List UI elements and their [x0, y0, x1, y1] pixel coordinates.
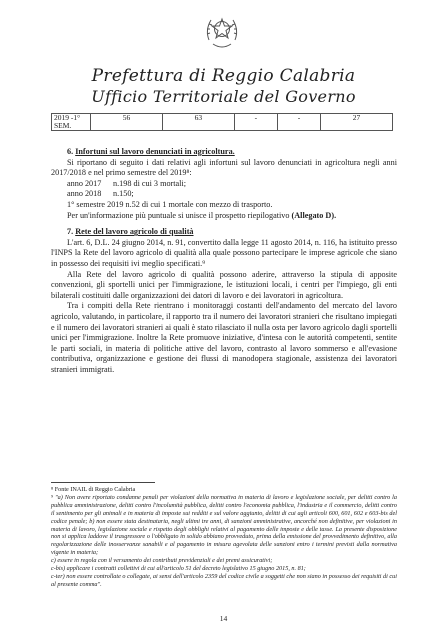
- prefecture-header: Prefettura di Reggio Calabria: [91, 66, 356, 86]
- footnote: ⁸ Fonte INAIL di Reggio Calabria: [51, 486, 136, 493]
- table-cell: -: [234, 114, 277, 131]
- table-cell: 63: [162, 114, 234, 131]
- table-cell: -: [277, 114, 320, 131]
- footnote: c-ter) non essere controllate o collegate, ai sensi dell'articolo 2359 del codice civile a soggetti che non siano in possesso dei requisiti di cui al presente comma".: [51, 572, 397, 588]
- document-body: [51, 147, 397, 375]
- table-cell: 56: [91, 114, 163, 131]
- italian-republic-emblem-icon: [203, 12, 241, 52]
- footnote-divider: [51, 482, 155, 483]
- list-item: anno 2018 n.150;: [67, 189, 134, 199]
- footnote: ⁹ "a) Non avere riportato condanne penali per violazioni della normativa in materia di lavoro e legislazione sociale, per delitti contro la pubblica amministrazione, delitti contro l'incolumità pubblica, delitti contro l'economia pubblica, l'industria e il commercio, delitti contro il sentimento per gli animali e in materia di imposte sui redditi e sul valore aggiunto, delitti di cui agli articoli 600, 601, 602 e 603-bis del codice penale; b) non essere stata destinataria, negli ultimi tre anni, di sanzioni amministrative, ancorché non definitive, per violazioni in materia di lavoro, legislazione sociale e rispetto degli obblighi relativi al pagamento delle imposte e delle tasse. La presente disposizione non si applica laddove il trasgressore o l'obbligato in solido abbiano provveduto, prima della emissione del provvedimento definitivo, alla regolarizzazione delle inosservanze sanabili e al pagamento in misura agevolata delle sanzioni entro i termini previsti dalla normativa vigente in materia;: [51, 493, 397, 557]
- section-7-title: Rete del lavoro agricolo di qualità: [75, 227, 194, 237]
- paragraph: L'art. 6, D.L. 24 giugno 2014, n. 91, convertito dalla legge 11 agosto 2014, n. 116, ha istituito presso l'INPS la Rete del lavoro agricolo di qualità alla quale possono partecipare le imprese agricole che siano in possesso dei requisiti ivi meglio specificati.⁹: [51, 237, 397, 268]
- paragraph: Alla Rete del lavoro agricolo di qualità possono aderire, attraverso la stipula di apposite convenzioni, gli sportelli unici per l'immigrazione, le istituzioni locali, i centri per l'impiego, gli enti bilaterali costituiti dalle organizzazioni dei datori di lavoro e dei lavoratori in agricoltura.: [51, 269, 397, 300]
- allegato-reference: (Allegato D).: [291, 210, 337, 220]
- section-7-heading: 7. Rete del lavoro agricolo di qualità: [67, 227, 194, 237]
- section-6-closing: Per un'informazione più puntuale si unisce il prospetto riepilogativo (Allegato D).: [67, 210, 337, 220]
- section-6-heading: 6. Infortuni sul lavoro denunciati in agricoltura.: [67, 147, 235, 156]
- section-6-intro: Si riportano di seguito i dati relativi agli infortuni sul lavoro denunciati in agricoltura negli anni 2017/2018 e nel primo semestre del 2019⁸:: [51, 157, 397, 178]
- table-cell: 2019 -1° SEM.: [52, 114, 91, 131]
- office-header: Ufficio Territoriale del Governo: [91, 87, 356, 106]
- page-number: 14: [219, 614, 228, 623]
- list-item: 1° semestre 2019 n.52 di cui 1 mortale con mezzo di trasporto.: [67, 199, 273, 209]
- section-6-title: Infortuni sul lavoro denunciati in agricoltura.: [75, 147, 235, 156]
- table-row: [52, 114, 393, 131]
- list-item: anno 2017 n.198 di cui 3 mortali;: [67, 178, 186, 188]
- table-cell: 27: [321, 114, 393, 131]
- paragraph: Tra i compiti della Rete rientrano i monitoraggi costanti dell'andamento del mercato del lavoro agricolo, valutando, in particolare, il rapporto tra il numero dei lavoratori stranieri che risultano impiegati e il numero dei lavoratori stranieri ai quali è stato rilasciato il nulla osta per lavoro agricolo dagli sportelli unici per l'immigrazione. Inoltre la Rete promuove iniziative, d'intesa con le autorità competenti, sentite le parti sociali, in materia di politiche attive del lavoro, contrasto al lavoro sommerso e all'evasione contributiva, organizzazione e gestione dei flussi di manodopera stagionale, assistenza dei lavoratori stranieri immigrati.: [51, 301, 397, 374]
- footnotes: [51, 486, 397, 589]
- footnote: c-bis) applicare i contratti collettivi di cui all'articolo 51 del decreto legislativo 15 giugno 2015, n. 81;: [51, 565, 306, 573]
- infortuni-table-fragment: [51, 113, 393, 131]
- footnote: c) essere in regola con il versamento dei contributi previdenziali e dei premi assicurativi;: [51, 557, 273, 565]
